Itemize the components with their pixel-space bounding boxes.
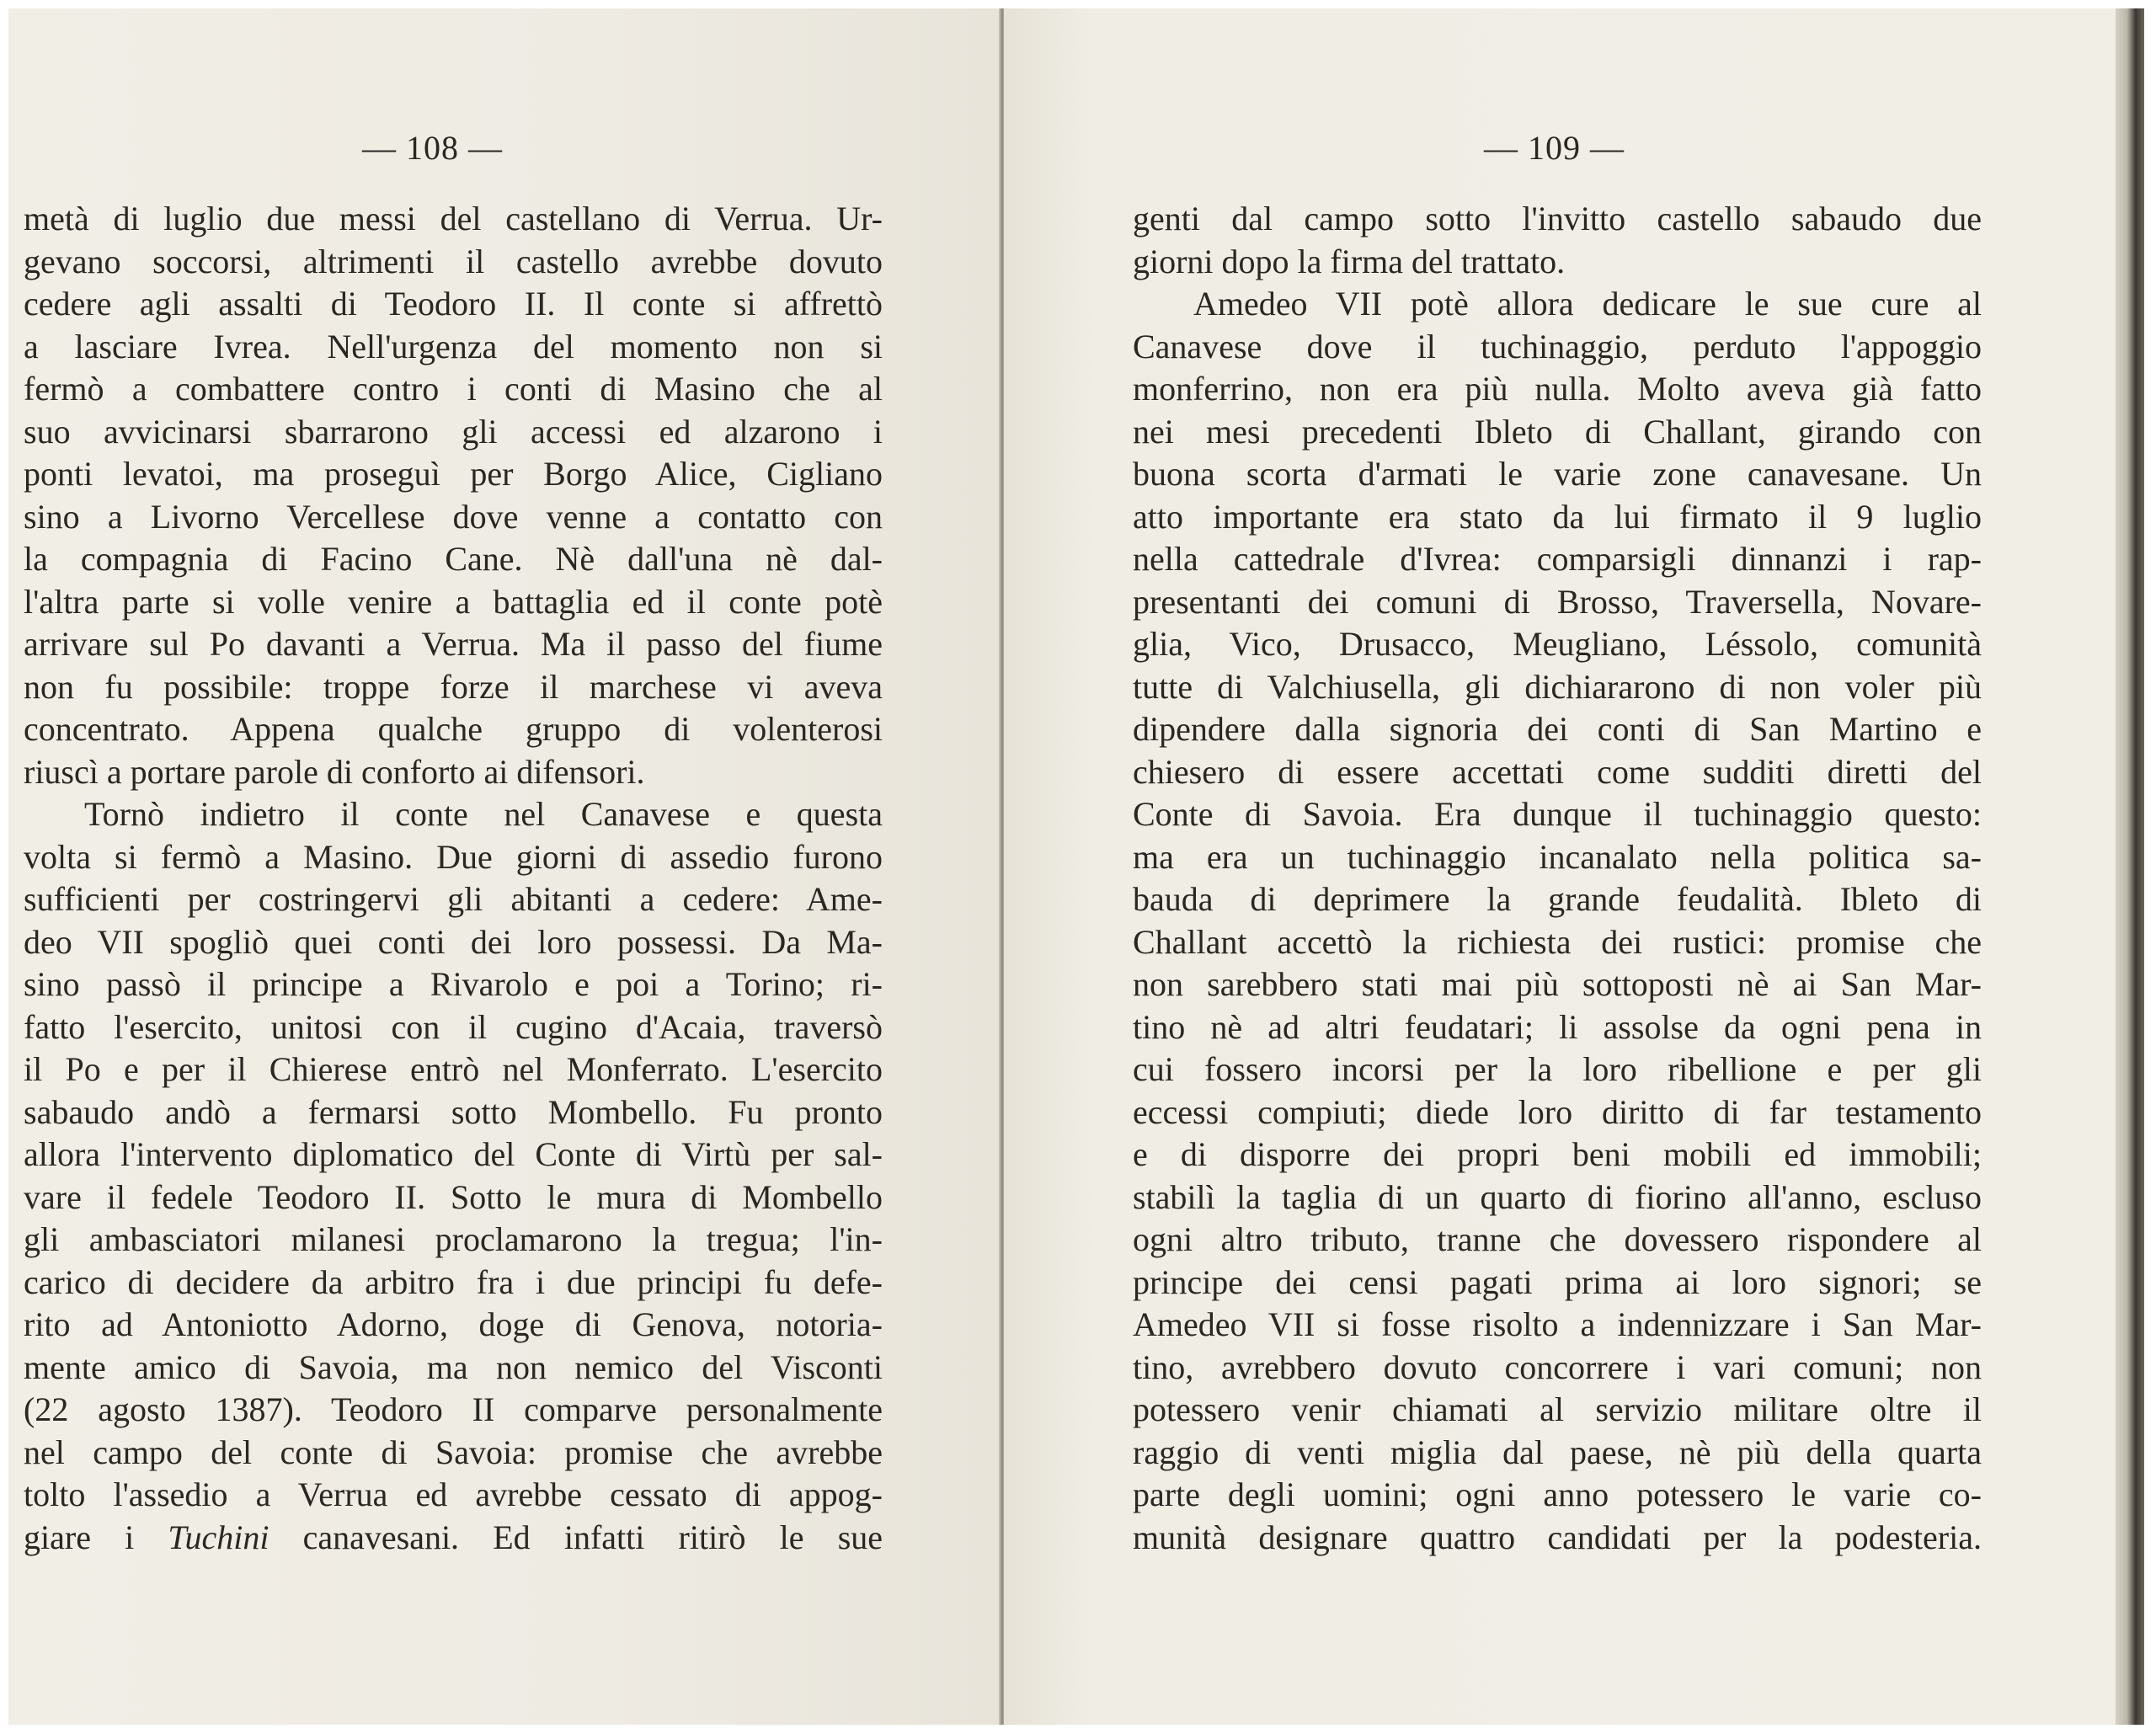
text-line: [1133, 666, 1982, 709]
line-text: glia, Vico, Drusacco, Meugliano, Léssolo, comunità: [1133, 625, 1982, 663]
line-text: cedere agli assalti di Teodoro II. Il conte si affrettò: [24, 285, 883, 323]
text-line: [1133, 793, 1982, 836]
line-text: sufficienti per costringervi gli abitanti a cedere: Ame-: [24, 880, 883, 918]
line-text: fatto l'esercito, unitosi con il cugino d'Acaia, traversò: [24, 1007, 883, 1046]
page-edge: [2116, 8, 2144, 1725]
line-text: allora l'intervento diplomatico del Conte di Virtù per sal-: [24, 1135, 883, 1173]
text-line: [1133, 878, 1982, 921]
text-line: [24, 666, 883, 709]
text-line: [24, 1432, 883, 1475]
text-line: [24, 1389, 883, 1432]
text-line: [1133, 453, 1982, 496]
text-line: [24, 1347, 883, 1390]
text-line: [1133, 623, 1982, 666]
text-line: [1133, 836, 1982, 879]
text-line: [1133, 1389, 1982, 1432]
text-line: [1133, 538, 1982, 581]
line-text: deo VII spogliò quei conti dei loro possessi. Da Ma-: [24, 922, 883, 961]
text-line: [24, 581, 883, 624]
text-line: [24, 496, 883, 539]
text-line: [24, 368, 883, 411]
line-text: nei mesi precedenti Ibleto di Challant, girando con: [1133, 412, 1982, 451]
line-text: mente amico di Savoia, ma non nemico del Visconti: [24, 1347, 883, 1386]
text-line: [1133, 283, 1982, 326]
right-page-text: [1133, 198, 1982, 1559]
text-line: [1133, 1432, 1982, 1475]
line-text: volta si fermò a Masino. Due giorni di assedio furono: [24, 837, 883, 876]
line-text: e di disporre dei propri beni mobili ed immobili;: [1133, 1135, 1982, 1173]
text-line: [24, 708, 883, 751]
line-text: carico di decidere da arbitro fra i due principi fu defe-: [24, 1262, 883, 1301]
italic-word: Tuchini: [168, 1518, 270, 1556]
line-text: eccessi compiuti; diede loro diritto di far testamento: [1133, 1092, 1982, 1131]
line-text: vare il fedele Teodoro II. Sotto le mura di Mombello: [24, 1177, 883, 1216]
text-line: [24, 198, 883, 241]
text-line: [1133, 1262, 1982, 1305]
text-line: [1133, 326, 1982, 369]
line-text: Amedeo VII si fosse risolto a indennizzare i San Mar-: [1133, 1305, 1982, 1343]
line-text: rito ad Antoniotto Adorno, doge di Genova, notoria-: [24, 1305, 883, 1343]
line-text: buona scorta d'armati le varie zone canavesane. Un: [1133, 455, 1982, 493]
line-text: metà di luglio due messi del castellano di Verrua. Ur-: [24, 200, 883, 237]
book-spread: [8, 8, 2144, 1725]
line-text: concentrato. Appena qualche gruppo di volenterosi: [24, 710, 883, 748]
text-line: [24, 1304, 883, 1347]
text-line: [24, 921, 883, 964]
text-line: [1133, 963, 1982, 1006]
text-line: [24, 751, 883, 794]
line-text: riuscì a portare parole di conforto ai difensori.: [24, 752, 645, 791]
text-line: [24, 1048, 883, 1091]
text-line: [24, 241, 883, 284]
line-text: Amedeo VII potè allora dedicare le sue cure al: [1193, 285, 1982, 323]
line-text: sabaudo andò a fermarsi sotto Mombello. Fu pronto: [24, 1092, 883, 1131]
line-text: cui fossero incorsi per la loro ribellione e per gli: [1133, 1050, 1982, 1088]
right-page: [1004, 8, 2116, 1725]
text-line: [24, 1134, 883, 1176]
text-line: [1133, 496, 1982, 539]
text-line: [1133, 368, 1982, 411]
left-page-text: [24, 198, 883, 1559]
line-text: l'altra parte si volle venire a battaglia ed il conte potè: [24, 582, 883, 621]
text-line: [1133, 241, 1982, 284]
text-line: [24, 538, 883, 581]
line-text: bauda di deprimere la grande feudalità. Ibleto di: [1133, 880, 1982, 918]
line-text: arrivare sul Po davanti a Verrua. Ma il passo del fiume: [24, 625, 883, 663]
line-text: stabilì la taglia di un quarto di fiorino all'anno, escluso: [1133, 1177, 1982, 1216]
text-line: [24, 836, 883, 879]
text-line: [24, 411, 883, 454]
text-line: [1133, 1347, 1982, 1390]
text-line: [24, 1517, 883, 1560]
line-text: Conte di Savoia. Era dunque il tuchinaggio questo:: [1133, 795, 1982, 833]
line-text: principe dei censi pagati prima ai loro signori; se: [1133, 1262, 1982, 1301]
line-text: il Po e per il Chierese entrò nel Monferrato. L'esercito: [24, 1050, 883, 1088]
text-line: [24, 623, 883, 666]
line-text: raggio di venti miglia dal paese, nè più della quarta: [1133, 1433, 1982, 1471]
text-line: [24, 1176, 883, 1219]
line-text: sino passò il principe a Rivarolo e poi a Torino; ri-: [24, 965, 883, 1003]
text-line: [1133, 1304, 1982, 1347]
text-line: [24, 1262, 883, 1305]
line-text: non fu possibile: troppe forze il marchese vi aveva: [24, 667, 883, 706]
line-text: a lasciare Ivrea. Nell'urgenza del momento non si: [24, 327, 883, 365]
line-text: atto importante era stato da lui firmato il 9 luglio: [1133, 497, 1982, 536]
line-text: tolto l'assedio a Verrua ed avrebbe cessato di appog-: [24, 1475, 883, 1513]
text-line: [1133, 1474, 1982, 1517]
line-text: giorni dopo la firma del trattato.: [1133, 242, 1566, 280]
text-line: [24, 326, 883, 369]
text-line: [24, 963, 883, 1006]
line-text: dipendere dalla signoria dei conti di San Martino e: [1133, 710, 1982, 748]
line-text: Challant accettò la richiesta dei rustici: promise che: [1133, 922, 1982, 961]
text-line: [24, 283, 883, 326]
line-text: nella cattedrale d'Ivrea: comparsigli dinnanzi i rap-: [1133, 540, 1982, 578]
line-text: tino, avrebbero dovuto concorrere i vari comuni; non: [1133, 1347, 1982, 1386]
line-text: genti dal campo sotto l'invitto castello sabaudo due: [1133, 200, 1982, 237]
line-text: potessero venir chiamati al servizio militare oltre il: [1133, 1390, 1982, 1428]
line-text: (22 agosto 1387). Teodoro II comparve personalmente: [24, 1390, 883, 1428]
line-text-after: canavesani. Ed infatti ritirò le sue: [302, 1518, 883, 1556]
text-line: [1133, 1219, 1982, 1262]
left-page: [8, 8, 1001, 1725]
line-text: tino nè ad altri feudatari; li assolse da ogni pena in: [1133, 1007, 1982, 1046]
text-line: [24, 1091, 883, 1134]
page-number-left: — 108 —: [362, 129, 503, 167]
line-text: Tornò indietro il conte nel Canavese e questa: [84, 795, 883, 833]
line-text: tutte di Valchiusella, gli dichiararono di non voler più: [1133, 667, 1982, 706]
line-text: Canavese dove il tuchinaggio, perduto l'appoggio: [1133, 327, 1982, 365]
text-line: [1133, 1134, 1982, 1176]
line-text: monferrino, non era più nulla. Molto aveva già fatto: [1133, 370, 1982, 408]
line-text: gli ambasciatori milanesi proclamarono la tregua; l'in-: [24, 1220, 883, 1258]
line-text: ponti levatoi, ma proseguì per Borgo Alice, Cigliano: [24, 455, 883, 493]
page-number-right: — 109 —: [1484, 129, 1625, 167]
line-text: ma era un tuchinaggio incanalato nella politica sa-: [1133, 837, 1982, 876]
line-text: presentanti dei comuni di Brosso, Traversella, Novare-: [1133, 582, 1982, 621]
text-line: [1133, 581, 1982, 624]
line-text: nel campo del conte di Savoia: promise che avrebbe: [24, 1433, 883, 1471]
text-line: [24, 878, 883, 921]
line-text: munità designare quattro candidati per la podesteria.: [1133, 1518, 1982, 1556]
text-line: [24, 1474, 883, 1517]
line-text: parte degli uomini; ogni anno potessero le varie co-: [1133, 1475, 1982, 1513]
text-line: [1133, 921, 1982, 964]
text-line: [24, 793, 883, 836]
line-text: la compagnia di Facino Cane. Nè dall'una nè dal-: [24, 540, 883, 578]
line-text: gevano soccorsi, altrimenti il castello avrebbe dovuto: [24, 242, 883, 280]
text-line: [1133, 411, 1982, 454]
text-line: [1133, 1091, 1982, 1134]
text-line: [1133, 198, 1982, 241]
text-line: [1133, 1048, 1982, 1091]
text-line: [1133, 751, 1982, 794]
line-text: chiesero di essere accettati come sudditi diretti del: [1133, 752, 1982, 791]
text-line: [1133, 708, 1982, 751]
line-text: suo avvicinarsi sbarrarono gli accessi ed alzarono i: [24, 412, 883, 451]
text-line: [24, 453, 883, 496]
text-line: [1133, 1006, 1982, 1049]
line-text: sino a Livorno Vercellese dove venne a contatto con: [24, 497, 883, 536]
line-text: non sarebbero stati mai più sottoposti nè ai San Mar-: [1133, 965, 1982, 1003]
text-line: [24, 1219, 883, 1262]
text-line: [1133, 1517, 1982, 1560]
line-text: fermò a combattere contro i conti di Masino che al: [24, 370, 883, 408]
line-text: ogni altro tributo, tranne che dovessero rispondere al: [1133, 1220, 1982, 1258]
text-line: [24, 1006, 883, 1049]
text-line: [1133, 1176, 1982, 1219]
line-text: giare i: [24, 1518, 135, 1556]
